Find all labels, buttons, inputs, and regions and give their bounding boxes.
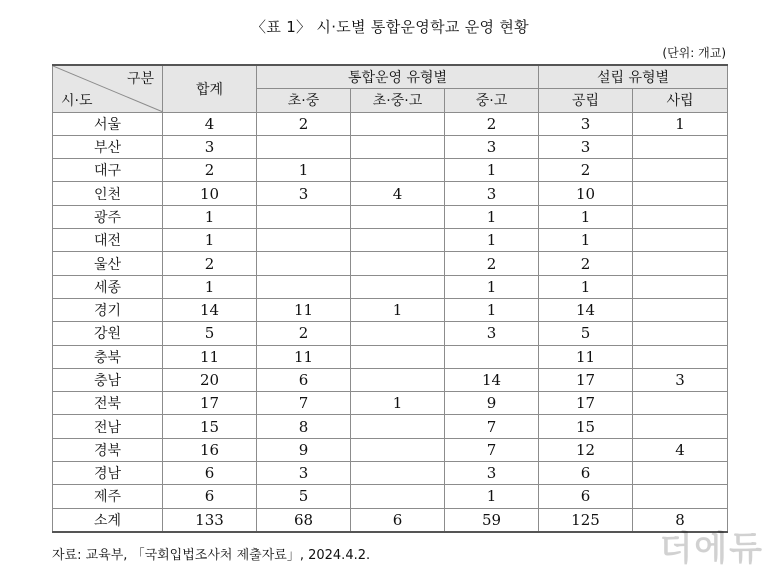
- table-row: [53, 345, 728, 368]
- value-cell: [257, 205, 351, 228]
- value-cell: 125: [539, 508, 633, 532]
- value-cell: 7: [445, 415, 539, 438]
- table-title: 〈표 1〉 시·도별 통합운영학교 운영 현황: [251, 18, 529, 36]
- value-cell: 2: [445, 252, 539, 275]
- value-cell: 1: [163, 205, 257, 228]
- region-cell: 울산: [53, 252, 163, 275]
- value-cell: 11: [539, 345, 633, 368]
- value-cell: 17: [539, 392, 633, 415]
- value-cell: 3: [257, 462, 351, 485]
- value-cell: [351, 229, 445, 252]
- value-cell: 133: [163, 508, 257, 532]
- region-cell: 충남: [53, 368, 163, 391]
- value-cell: 1: [539, 205, 633, 228]
- value-cell: [633, 485, 728, 508]
- value-cell: 2: [257, 112, 351, 135]
- value-cell: 68: [257, 508, 351, 532]
- value-cell: [351, 205, 445, 228]
- value-cell: 4: [163, 112, 257, 135]
- value-cell: 1: [445, 159, 539, 182]
- value-cell: 16: [163, 438, 257, 461]
- value-cell: 6: [257, 368, 351, 391]
- value-cell: 1: [445, 298, 539, 321]
- table-row: [53, 275, 728, 298]
- value-cell: [257, 229, 351, 252]
- value-cell: [257, 275, 351, 298]
- value-cell: 4: [351, 182, 445, 205]
- region-cell: 강원: [53, 322, 163, 345]
- value-cell: 14: [445, 368, 539, 391]
- table-row: [53, 229, 728, 252]
- value-cell: 3: [445, 135, 539, 158]
- header-sub: 중·고: [445, 89, 539, 112]
- header-sub: 공립: [539, 89, 633, 112]
- value-cell: [633, 462, 728, 485]
- value-cell: 11: [257, 298, 351, 321]
- value-cell: [351, 438, 445, 461]
- value-cell: 1: [163, 229, 257, 252]
- value-cell: [633, 275, 728, 298]
- value-cell: 1: [445, 275, 539, 298]
- value-cell: 11: [257, 345, 351, 368]
- value-cell: 17: [539, 368, 633, 391]
- value-cell: 11: [163, 345, 257, 368]
- table-row: [53, 322, 728, 345]
- value-cell: 3: [445, 182, 539, 205]
- value-cell: 6: [539, 462, 633, 485]
- value-cell: 12: [539, 438, 633, 461]
- value-cell: 1: [539, 229, 633, 252]
- value-cell: 1: [445, 229, 539, 252]
- value-cell: [351, 462, 445, 485]
- value-cell: 9: [445, 392, 539, 415]
- value-cell: 1: [351, 392, 445, 415]
- value-cell: [633, 135, 728, 158]
- header-sub: 사립: [633, 89, 728, 112]
- data-table: [52, 64, 728, 533]
- value-cell: 3: [445, 462, 539, 485]
- header-total: 합계: [163, 65, 257, 112]
- value-cell: 1: [445, 485, 539, 508]
- value-cell: 7: [445, 438, 539, 461]
- value-cell: [351, 322, 445, 345]
- region-cell: 대구: [53, 159, 163, 182]
- value-cell: [257, 135, 351, 158]
- table-row: [53, 112, 728, 135]
- table-row: [53, 252, 728, 275]
- table-row: [53, 392, 728, 415]
- table-row: [53, 462, 728, 485]
- value-cell: 59: [445, 508, 539, 532]
- header-corner: [53, 65, 163, 112]
- value-cell: [351, 345, 445, 368]
- table-row: [53, 368, 728, 391]
- unit-label: (단위: 개교): [662, 46, 726, 60]
- value-cell: 6: [163, 462, 257, 485]
- watermark-logo: 더에듀: [659, 529, 764, 569]
- region-cell: 경기: [53, 298, 163, 321]
- value-cell: 15: [163, 415, 257, 438]
- header-group-establishment: 설립 유형별: [539, 65, 728, 89]
- region-cell: 소계: [53, 508, 163, 532]
- value-cell: 17: [163, 392, 257, 415]
- region-cell: 충북: [53, 345, 163, 368]
- region-cell: 전남: [53, 415, 163, 438]
- value-cell: 1: [351, 298, 445, 321]
- header-sub: 초·중·고: [351, 89, 445, 112]
- table-row: [53, 485, 728, 508]
- value-cell: 1: [633, 112, 728, 135]
- value-cell: [633, 205, 728, 228]
- value-cell: 1: [445, 205, 539, 228]
- value-cell: 3: [633, 368, 728, 391]
- region-cell: 광주: [53, 205, 163, 228]
- value-cell: 2: [539, 252, 633, 275]
- value-cell: [445, 345, 539, 368]
- table-row: [53, 182, 728, 205]
- value-cell: 5: [163, 322, 257, 345]
- value-cell: [633, 252, 728, 275]
- region-cell: 세종: [53, 275, 163, 298]
- value-cell: 2: [539, 159, 633, 182]
- value-cell: 4: [633, 438, 728, 461]
- header-sub: 초·중: [257, 89, 351, 112]
- value-cell: 6: [539, 485, 633, 508]
- region-cell: 경북: [53, 438, 163, 461]
- value-cell: [351, 415, 445, 438]
- value-cell: 5: [539, 322, 633, 345]
- table-row: [53, 298, 728, 321]
- value-cell: [351, 135, 445, 158]
- region-cell: 경남: [53, 462, 163, 485]
- table-row: [53, 415, 728, 438]
- value-cell: 3: [539, 112, 633, 135]
- value-cell: 20: [163, 368, 257, 391]
- value-cell: 3: [539, 135, 633, 158]
- value-cell: [633, 182, 728, 205]
- value-cell: 5: [257, 485, 351, 508]
- value-cell: 8: [633, 508, 728, 532]
- value-cell: 2: [257, 322, 351, 345]
- value-cell: 14: [163, 298, 257, 321]
- value-cell: 6: [351, 508, 445, 532]
- value-cell: [351, 252, 445, 275]
- value-cell: 2: [163, 159, 257, 182]
- value-cell: [633, 322, 728, 345]
- value-cell: [351, 275, 445, 298]
- region-cell: 제주: [53, 485, 163, 508]
- value-cell: 10: [163, 182, 257, 205]
- value-cell: 15: [539, 415, 633, 438]
- region-cell: 서울: [53, 112, 163, 135]
- value-cell: 10: [539, 182, 633, 205]
- value-cell: 3: [445, 322, 539, 345]
- value-cell: [351, 485, 445, 508]
- value-cell: [633, 415, 728, 438]
- header-group-operation: 통합운영 유형별: [257, 65, 539, 89]
- value-cell: 6: [163, 485, 257, 508]
- value-cell: 14: [539, 298, 633, 321]
- value-cell: [633, 345, 728, 368]
- value-cell: 2: [445, 112, 539, 135]
- value-cell: 3: [163, 135, 257, 158]
- region-cell: 전북: [53, 392, 163, 415]
- value-cell: [257, 252, 351, 275]
- value-cell: 2: [163, 252, 257, 275]
- table-body: [53, 112, 728, 532]
- value-cell: [351, 368, 445, 391]
- region-cell: 대전: [53, 229, 163, 252]
- value-cell: 3: [257, 182, 351, 205]
- value-cell: [633, 159, 728, 182]
- value-cell: [633, 392, 728, 415]
- table-row: [53, 438, 728, 461]
- table-row: [53, 135, 728, 158]
- value-cell: 1: [539, 275, 633, 298]
- value-cell: [351, 112, 445, 135]
- value-cell: 9: [257, 438, 351, 461]
- value-cell: 7: [257, 392, 351, 415]
- total-row: [53, 508, 728, 532]
- value-cell: 1: [257, 159, 351, 182]
- source-note: 자료: 교육부, 「국회입법조사처 제출자료」, 2024.4.2.: [52, 548, 371, 563]
- value-cell: [351, 159, 445, 182]
- region-cell: 인천: [53, 182, 163, 205]
- value-cell: [633, 229, 728, 252]
- corner-label-category: 구분: [126, 71, 154, 87]
- corner-label-region: 시·도: [61, 92, 93, 109]
- value-cell: [633, 298, 728, 321]
- table-row: [53, 205, 728, 228]
- value-cell: 1: [163, 275, 257, 298]
- table-row: [53, 159, 728, 182]
- value-cell: 8: [257, 415, 351, 438]
- region-cell: 부산: [53, 135, 163, 158]
